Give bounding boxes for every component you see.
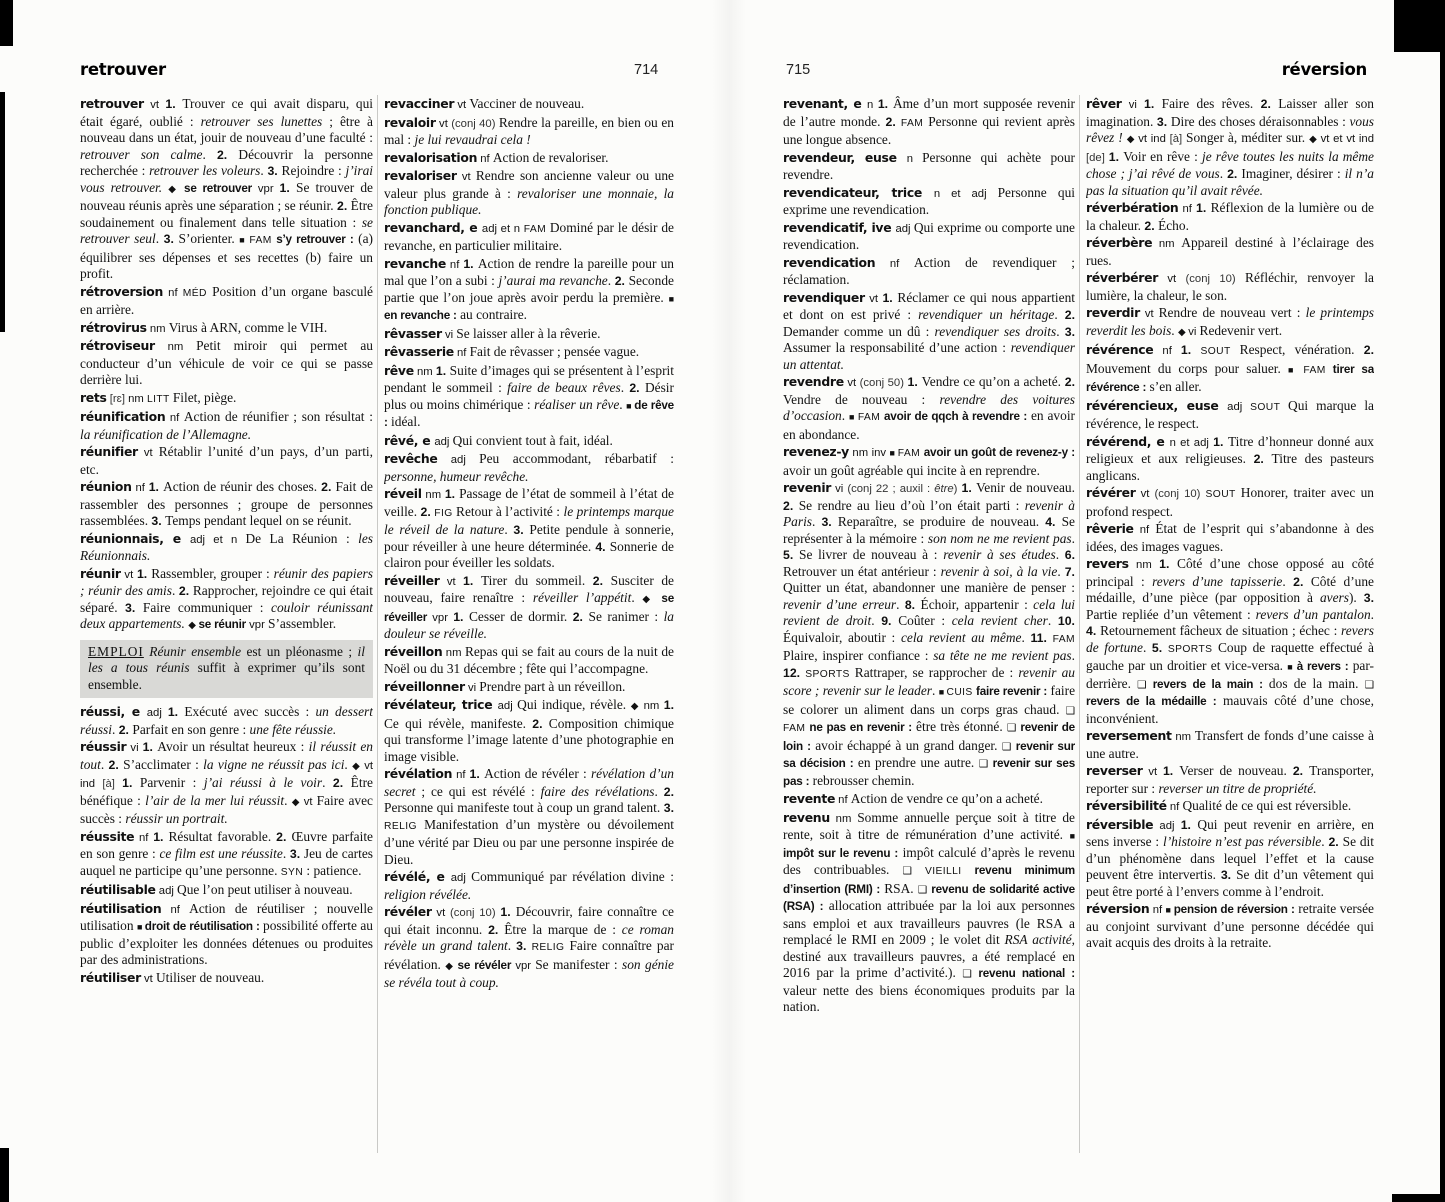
entry-revenez-y: revenez-y nm inv ■ FAM avoir un goût de revenez-y : avoir un goût agréable qui incite à en reprendre.	[783, 444, 1075, 478]
entry-reverberer: réverbérer vt (conj 10) Réfléchir, renvoyer la lumière, la chaleur, le son.	[1086, 270, 1374, 303]
entry-revendicateur: revendicateur, trice n et adj Personne qui exprime une revendication.	[783, 184, 1075, 217]
entry-reverence: révérence nf 1. SOUT Respect, vénération. 2. Mouvement du corps pour saluer. ■ FAM tirer sa révérence : s’en aller.	[1086, 342, 1374, 394]
entry-reveche: revêche adj Peu accommodant, rébarbatif : personne, humeur revêche.	[384, 451, 674, 484]
headword: rêve	[384, 362, 414, 378]
entry-reunification: réunification nf Action de réunifier ; son résultat : la réunification de l’Allemagne.	[80, 409, 373, 442]
headword: revente	[783, 791, 836, 806]
running-head-right: réversion	[1281, 60, 1367, 79]
entry-reutilisable: réutilisable adj Que l’on peut utiliser à nouveau.	[80, 882, 353, 897]
entry-reunir: réunir vt 1. Rassembler, grouper : réunir des papiers ; réunir des amis. 2. Rapprocher, rejoindre ce qui était séparé. 3. Faire communiquer : couloir réunissant deux appartements. ◆ se réunir vpr S’assembler.	[80, 565, 373, 631]
column-rule	[377, 95, 378, 1153]
entry-reussir: réussir vi 1. Avoir un résultat heureux : il réussit en tout. 2. S’acclimater : la vigne ne réussit pas ici. ◆ vt ind [à] 1. Parvenir : j’ai réussi à le voir. 2. Être bénéfique : l’air de la mer lui réussit. ◆ vt Faire avec succès : réussir un portrait.	[80, 739, 373, 826]
headword: réutiliser	[80, 969, 141, 985]
headword: réussite	[80, 828, 135, 844]
headword: revacciner	[384, 96, 455, 111]
page-gutter	[712, 0, 746, 1202]
headword: rétroviseur	[80, 338, 155, 353]
headword: rêvé, e	[384, 432, 435, 448]
entry-revelateur: révélateur, trice adj Qui indique, révèle. ◆ nm 1. Ce qui révèle, manifeste. 2. Composition chimique qui transforme l’image latente d’une photographie en image visible.	[384, 697, 674, 764]
text-column-left-page-1	[80, 96, 373, 1156]
headword: revalorisation	[384, 149, 478, 165]
headword: révélé, e	[384, 869, 451, 884]
entry-retroviseur: rétroviseur nm Petit miroir qui permet au conducteur d’un véhicule de voir ce qui se passe derrière lui.	[80, 338, 373, 387]
headword: revêche	[384, 451, 438, 466]
headword: reverdir	[1086, 305, 1140, 320]
entry-reussi: réussi, e adj 1. Exécuté avec succès : un dessert réussi. 2. Parfait en son genre : une fête réussie.	[80, 704, 373, 737]
page-number-left: 714	[634, 62, 659, 78]
entry-retroversion: rétroversion nf MÉD Position d’un organe basculé en arrière.	[80, 283, 373, 317]
entry-rever: rêver vi 1. Faire des rêves. 2. Laisser aller son imagination. 3. Dire des choses déraisonnables : vous rêvez ! ◆ vt ind [à] Songer à, méditer sur. ◆ vt et vt ind [de] 1. Voir en rêve : je rêve toutes les nuits la même chose ; j’ai rêvé de vous. 2. Imaginer, désirer : il n’a pas la situation qu’il avait rêvée.	[1086, 96, 1374, 198]
entry-reunifier: réunifier vt Rétablir l’unité d’un pays, d’un parti, etc.	[80, 444, 373, 477]
entry-reversibilite: réversibilité nf Qualité de ce qui est réversible.	[1086, 798, 1352, 813]
scan-artifact-top-right	[1394, 0, 1445, 52]
entry-revendeur: revendeur, euse n Personne qui achète pour revendre.	[783, 149, 1075, 182]
headword: révéler	[384, 904, 432, 919]
headword: revenez-y	[783, 444, 849, 459]
entry-reverser: reverser vt 1. Verser de nouveau. 2. Transporter, reporter sur : reverser un titre de propriété.	[1086, 763, 1374, 796]
entry-reunion: réunion nf 1. Action de réunir des choses. 2. Fait de rassembler des personnes ; groupe de personnes rassemblées. 3. Temps pendant lequel on se réunit.	[80, 479, 373, 528]
headword: revendre	[783, 374, 844, 389]
headword: rétroversion	[80, 283, 164, 299]
headword: réunification	[80, 409, 166, 424]
headword: revaloir	[384, 114, 436, 130]
entry-revanchard: revanchard, e adj et n FAM Dominé par le désir de revanche, en particulier militaire.	[384, 219, 674, 253]
text-column-left-page-2	[384, 96, 674, 1156]
headword: révélation	[384, 766, 453, 781]
headword: rêver	[1086, 96, 1122, 111]
entry-reversion: réversion nf ■ pension de réversion : retraite versée au conjoint survivant d’une personne décédée qui avait acquis des droits à la retraite.	[1086, 901, 1374, 950]
entry-revenir: revenir vi (conj 22 ; auxil : être) 1. Venir de nouveau. 2. Se rendre au lieu d’où l’on était parti : revenir à Paris. 3. Reparaître, se produire de nouveau. 4. Se représenter à la mémoire : son nom ne me revient pas. 5. Se livrer de nouveau à : revenir à ses études. 6. Retrouver un état antérieur : revenir à soi, à la vie. 7. Quitter un état, abandonner une manière de penser : revenir d’une erreur. 8. Échoir, appartenir : cela lui revient de droit. 9. Coûter : cela revient cher. 10. Équivaloir, aboutir : cela revient au même. 11. FAM Plaire, inspirer confiance : sa tête ne me revient pas. 12. SPORTS Rattraper, se rapprocher de : revenir au score ; revenir sur le leader. ■ CUIS faire revenir : faire se colorer un aliment dans un corps gras chaud. ❑ FAM ne pas en revenir : être très étonné. ❑ revenir de loin : avoir échappé à un grand danger. ❑ revenir sur sa décision : en prendre une autre. ❑ revenir sur ses pas : rebrousser chemin.	[783, 480, 1075, 788]
headword: réverbération	[1086, 200, 1179, 215]
headword: révérend, e	[1086, 433, 1170, 449]
entry-reveillonner: réveillonner vi Prendre part à un réveillon.	[384, 678, 626, 694]
entry-revaloir: revaloir vt (conj 40) Rendre la pareille, en bien ou en mal : je lui revaudrai cela !	[384, 114, 674, 147]
headword: réutilisable	[80, 882, 156, 897]
entry-revendre: revendre vt (conj 50) 1. Vendre ce qu’on a acheté. 2. Vendre de nouveau : revendre des voitures d’occasion. ■ FAM avoir de qqch à revendre : en avoir en abondance.	[783, 374, 1075, 442]
scan-artifact-bottom-left	[0, 1148, 9, 1202]
entry-revendicatif: revendicatif, ive adj Qui exprime ou comporte une revendication.	[783, 219, 1075, 252]
headword: reverser	[1086, 763, 1143, 778]
entry-reussite: réussite nf 1. Résultat favorable. 2. Œuvre parfaite en son genre : ce film est une réussite. 3. Jeu de cartes auquel ne participe qu’une personne. SYN : patience.	[80, 828, 373, 878]
headword: réunion	[80, 479, 132, 494]
text-column-right-page-2	[1086, 96, 1374, 1156]
headword: rêverie	[1086, 521, 1134, 536]
running-head-left: retrouver	[80, 60, 166, 79]
headword: revenir	[783, 480, 832, 495]
entry-revendiquer: revendiquer vt 1. Réclamer ce qui nous appartient et dont on est privé : revendiquer un héritage. 2. Demander comme un dû : revendiquer ses droits. 3. Assumer la responsabilité d’une action : revendiquer un attentat.	[783, 289, 1075, 372]
headword: revendicateur, trice	[783, 184, 934, 200]
headword: réutilisation	[80, 900, 162, 916]
entry-reverdir: reverdir vt Rendre de nouveau vert : le printemps reverdit les bois. ◆ vi Redevenir vert.	[1086, 305, 1374, 338]
headword: revendication	[783, 254, 876, 270]
scan-artifact-right-edge	[1440, 0, 1445, 1202]
headword: réveillon	[384, 643, 443, 659]
entry-reverie: rêverie nf État de l’esprit qui s’abandonne à des idées, des images vagues.	[1086, 521, 1374, 554]
headword: réverbérer	[1086, 270, 1159, 285]
column-rule	[1079, 95, 1080, 1153]
scan-artifact-top-left	[0, 0, 13, 46]
entry-reveler: révéler vt (conj 10) 1. Découvrir, faire connaître ce qui était inconnu. 2. Être la marque de : ce roman révèle un grand talent. 3. RELIG Faire connaître par révélation. ◆ se révéler vpr Se manifester : son génie se révéla tout à coup.	[384, 904, 674, 990]
headword: réversion	[1086, 901, 1150, 916]
headword: reversement	[1086, 728, 1172, 743]
headword: revers	[1086, 556, 1129, 571]
entry-revers: revers nm 1. Côté d’une chose opposé au côté principal : revers d’une tapisserie. 2. Côté d’une médaille, d’une pièce (par opposition à avers). 3. Partie repliée d’un vêtement : revers d’un pantalon. 4. Retournement fâcheux de situation ; échec : revers de fortune. 5. SPORTS Coup de raquette effectué à gauche par un droitier et vice-versa. ■ à revers : par-derrière. ❑ revers de la main : dos de la main. ❑ revers de la médaille : mauvais côté d’une chose, inconvénient.	[1086, 556, 1374, 726]
headword: réversibilité	[1086, 798, 1167, 813]
headword: revaloriser	[384, 168, 457, 183]
usage-note-box: EMPLOI Réunir ensemble est un pléonasme ; il les a tous réunis suffit à exprimer qu’ils sont ensemble.	[80, 640, 373, 699]
entry-reverencieux: révérencieux, euse adj SOUT Qui marque la révérence, le respect.	[1086, 397, 1374, 431]
scan-artifact-left-edge	[0, 92, 5, 332]
entry-reve-adj: rêvé, e adj Qui convient tout à fait, idéal.	[384, 432, 613, 448]
entry-reverer: révérer vt (conj 10) SOUT Honorer, traiter avec un profond respect.	[1086, 485, 1374, 519]
entry-revaloriser: revaloriser vt Rendre son ancienne valeur ou une valeur plus grande à : revaloriser une monnaie, la fonction publique.	[384, 168, 674, 217]
page-number-right: 715	[786, 62, 811, 78]
entry-revenant: revenant, e n 1. Âme d’un mort supposée revenir de l’autre monde. 2. FAM Personne qui revient après une longue absence.	[783, 96, 1075, 147]
entry-reversible: réversible adj 1. Qui peut revenir en arrière, en sens inverse : l’histoire n’est pas réversible. 2. Se dit d’un phénomène dans lequel l’effet et la cause peuvent être intervertis. 3. Se dit d’un vêtement qui peut être porté à l’envers comme à l’endroit.	[1086, 816, 1374, 899]
headword: revendeur, euse	[783, 149, 907, 165]
headword: réverbère	[1086, 235, 1153, 250]
headword: retrouver	[80, 96, 144, 111]
entry-reveiller: réveiller vt 1. Tirer du sommeil. 2. Susciter de nouveau, faire renaître : réveiller l’appétit. ◆ se réveiller vpr 1. Cesser de dormir. 2. Se ranimer : la douleur se réveille.	[384, 572, 674, 641]
entry-revendication: revendication nf Action de revendiquer ; réclamation.	[783, 254, 1075, 287]
headword: réussir	[80, 739, 127, 754]
headword: revanchard, e	[384, 219, 482, 235]
headword: réussi, e	[80, 704, 147, 719]
entry-reve: rêve nm 1. Suite d’images qui se présentent à l’esprit pendant le sommeil : faire de beaux rêves. 2. Désir plus ou moins chimérique : réaliser un rêve. ■ de rêve : idéal.	[384, 362, 674, 429]
headword: réunifier	[80, 444, 138, 459]
entry-retrouver: retrouver vt 1. Trouver ce qui avait disparu, qui était égaré, oublié : retrouver ses lunettes ; être à nouveau dans un état, jouir de nouveau d’une faculté : retrouver son calme. 2. Découvrir la personne recherchée : retrouver les voleurs. 3. Rejoindre : j’irai vous retrouver. ◆ se retrouver vpr 1. Se trouver de nouveau réunis après une séparation ; se réunir. 2. Être soudainement ou finalement dans telle situation : se retrouver seul. 3. S’orienter. ■ FAM s’y retrouver : (a) équilibrer ses dépenses et ses recettes (b) faire un profit.	[80, 96, 373, 281]
entry-revacciner: revacciner vt Vacciner de nouveau.	[384, 96, 585, 111]
entry-reutilisation: réutilisation nf Action de réutiliser ; nouvelle utilisation ■ droit de réutilisation : possibilité offerte au public d’exploiter les données détenues ou produites par des administrations.	[80, 900, 373, 967]
headword: rêvasserie	[384, 344, 454, 359]
headword: revendiquer	[783, 289, 865, 305]
headword: réveiller	[384, 572, 440, 588]
headword: réveil	[384, 486, 422, 501]
entry-reverberation: réverbération nf 1. Réflexion de la lumière ou de la chaleur. 2. Écho.	[1086, 200, 1374, 233]
text-column-right-page-1	[783, 96, 1075, 1156]
entry-reunionnais: réunionnais, e adj et n De La Réunion : les Réunionnais.	[80, 530, 373, 563]
entry-reverbere: réverbère nm Appareil destiné à l’éclairage des rues.	[1086, 235, 1374, 268]
entry-rets: rets [rɛ] nm LITT Filet, piège.	[80, 389, 237, 405]
headword: revenu	[783, 809, 830, 825]
headword: réversible	[1086, 816, 1154, 832]
headword: révélateur, trice	[384, 697, 498, 712]
entry-reutiliser: réutiliser vt Utiliser de nouveau.	[80, 969, 265, 985]
headword: révérence	[1086, 342, 1154, 357]
entry-revente: revente nf Action de vendre ce qu’on a acheté.	[783, 791, 1043, 806]
entry-revasser: rêvasser vi Se laisser aller à la rêverie.	[384, 325, 601, 341]
headword: réunir	[80, 565, 121, 581]
entry-revanche: revanche nf 1. Action de rendre la pareille pour un mal que l’on a subi : j’aurai ma revanche. 2. Seconde partie que l’on joue après avoir perdu la première. ■ en revanche : au contraire.	[384, 255, 674, 322]
headword: revendicatif, ive	[783, 219, 896, 235]
headword: réveillonner	[384, 678, 465, 694]
headword: revanche	[384, 255, 446, 271]
entry-revasserie: rêvasserie nf Fait de rêvasser ; pensée vague.	[384, 344, 640, 359]
entry-revele: révélé, e adj Communiqué par révélation divine : religion révélée.	[384, 869, 674, 902]
entry-reveillon: réveillon nm Repas qui se fait au cours de la nuit de Noël ou du 31 décembre ; fête qui l’accompagne.	[384, 643, 674, 676]
headword: rétrovirus	[80, 319, 147, 335]
headword: réunionnais, e	[80, 530, 190, 546]
headword: rêvasser	[384, 325, 442, 341]
entry-revalorisation: revalorisation nf Action de revaloriser.	[384, 149, 609, 165]
headword: rets	[80, 389, 107, 405]
scan-artifact-bottom-right	[1392, 1194, 1445, 1202]
entry-revelation: révélation nf 1. Action de révéler : révélation d’un secret ; ce qui est révélé : faire des révélations. 2. Personne qui manifeste tout à coup un grand talent. 3. RELIG Manifestation d’un mystère ou dévoilement d’une vérité par Dieu ou par une personne inspirée de Dieu.	[384, 766, 674, 867]
headword: révérer	[1086, 485, 1136, 500]
entry-reversement: reversement nm Transfert de fonds d’une caisse à une autre.	[1086, 728, 1374, 761]
headword: revenant, e	[783, 96, 867, 111]
entry-reveil: réveil nm 1. Passage de l’état de sommeil à l’état de veille. 2. FIG Retour à l’activité : le printemps marque le réveil de la nature. 3. Petite pendule à sonnerie, pour réveiller à une heure déterminée. 4. Sonnerie de clairon pour éveiller les soldats.	[384, 486, 674, 570]
headword: révérencieux, euse	[1086, 397, 1228, 413]
entry-reverend: révérend, e n et adj 1. Titre d’honneur donné aux religieux et aux religieuses. 2. Titre des pasteurs anglicans.	[1086, 433, 1374, 483]
entry-retrovirus: rétrovirus nm Virus à ARN, comme le VIH.	[80, 319, 328, 335]
entry-revenu: revenu nm Somme annuelle perçue soit à titre de rente, soit à titre de rémunération d’une activité. ■ impôt sur le revenu : impôt calculé d’après le revenu des contribuables. ❑ VIEILLI revenu minimum d’insertion (RMI) : RSA. ❑ revenu de solidarité active (RSA) : allocation attribuée par la loi aux personnes sans emploi et aux travailleurs pauvres (le RSA a remplacé le RMI en 2009 ; le volet dit RSA activité, destiné aux travailleurs pauvres, a été remplacé en 2016 par la prime d’activité.). ❑ revenu national : valeur nette des biens économiques produits par la nation.	[783, 809, 1075, 1014]
